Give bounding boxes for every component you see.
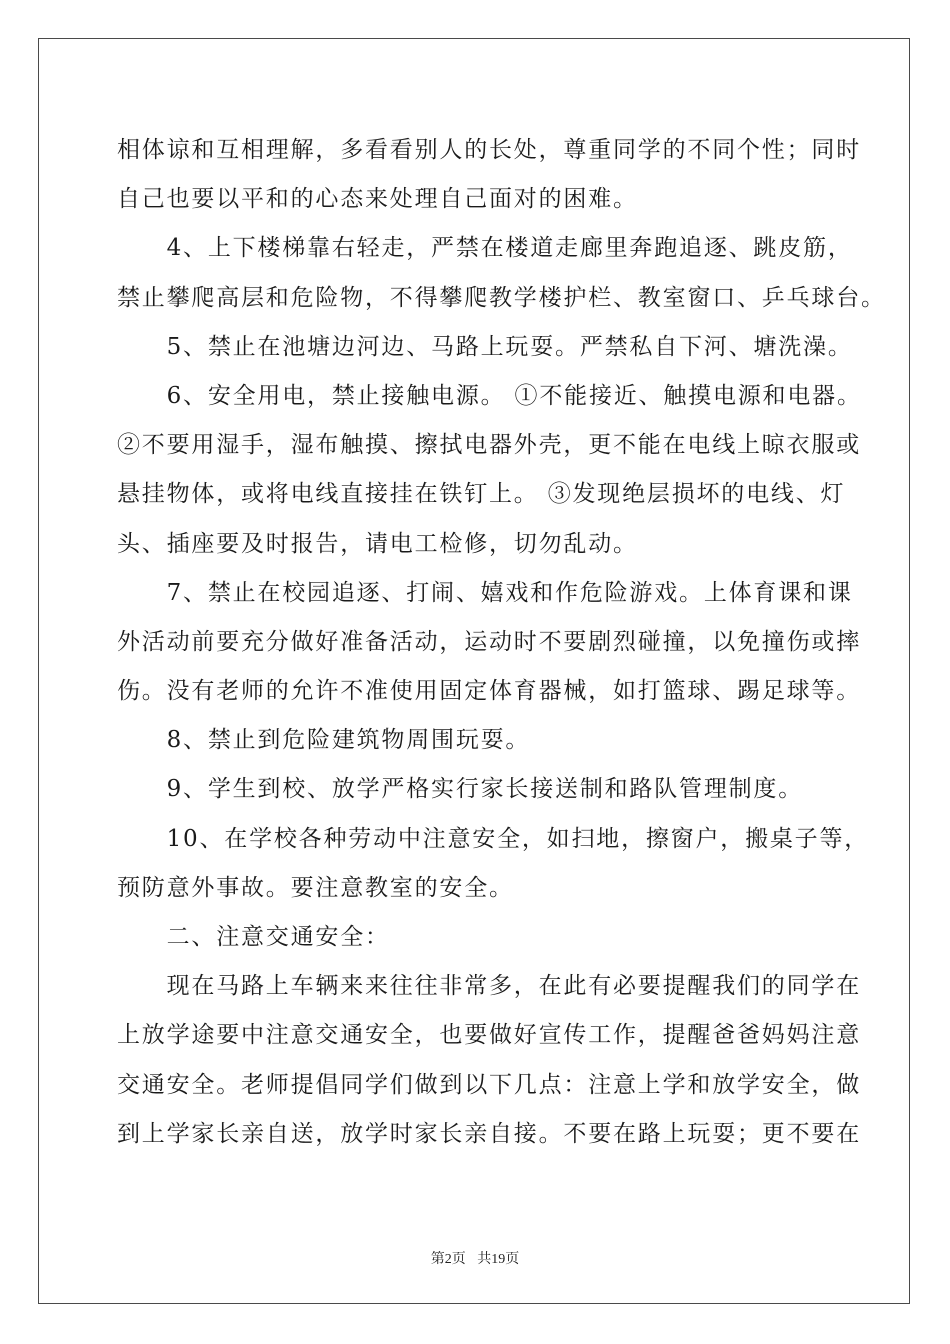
text-line: 二、注意交通安全：	[117, 924, 390, 950]
page-footer	[0, 1248, 950, 1268]
text-line: 伤。没有老师的允许不准使用固定体育器械，如打篮球、踢足球等。	[117, 678, 861, 705]
text-line: 头、插座要及时报告，请电工检修，切勿乱动。	[117, 530, 638, 557]
text-line: 预防意外事故。要注意教室的安全。	[117, 874, 514, 901]
text-line: 9、学生到校、放学严格实行家长接送制和路队管理制度。	[117, 776, 804, 803]
text-line: 相体谅和互相理解，多看看别人的长处，尊重同学的不同个性；同时	[117, 137, 861, 163]
text-line: 7、禁止在校园追逐、打闹、嬉戏和作危险游戏。上体育课和课	[117, 579, 853, 606]
text-line: 现在马路上车辆来来往往非常多，在此有必要提醒我们的同学在	[117, 973, 861, 1000]
text-line: 交通安全。老师提倡同学们做到以下几点：注意上学和放学安全，做	[117, 1071, 861, 1098]
document-body	[117, 126, 886, 1159]
text-line: 外活动前要充分做好准备活动，运动时不要剧烈碰撞，以免撞伤或摔	[117, 628, 861, 655]
text-line: 6、安全用电，禁止接触电源。 ①不能接近、触摸电源和电器。	[117, 382, 862, 409]
text-line: ②不要用湿手，湿布触摸、擦拭电器外壳，更不能在电线上晾衣服或	[117, 432, 861, 459]
text-line: 到上学家长亲自送，放学时家长亲自接。不要在路上玩耍；更不要在	[117, 1120, 861, 1147]
text-line: 4、上下楼梯靠右轻走，严禁在楼道走廊里奔跑追逐、跳皮筋，	[117, 235, 853, 262]
text-line: 上放学途要中注意交通安全，也要做好宣传工作，提醒爸爸妈妈注意	[117, 1022, 861, 1049]
text-line: 8、禁止到危险建筑物周围玩耍。	[117, 727, 531, 754]
text-line: 10、在学校各种劳动中注意安全，如扫地，擦窗户，搬桌子等，	[117, 825, 870, 852]
total-pages: 共19页	[477, 1252, 520, 1267]
current-page-number: 第2页	[430, 1252, 466, 1267]
text-line: 自己也要以平和的心态来处理自己面对的困难。	[117, 186, 638, 213]
text-line: 悬挂物体，或将电线直接挂在铁钉上。 ③发现绝层损坏的电线、灯	[117, 481, 846, 508]
text-line: 5、禁止在池塘边河边、马路上玩耍。严禁私自下河、塘洗澡。	[117, 333, 853, 360]
text-line: 禁止攀爬高层和危险物，不得攀爬教学楼护栏、教室窗口、乒乓球台。	[117, 284, 886, 311]
